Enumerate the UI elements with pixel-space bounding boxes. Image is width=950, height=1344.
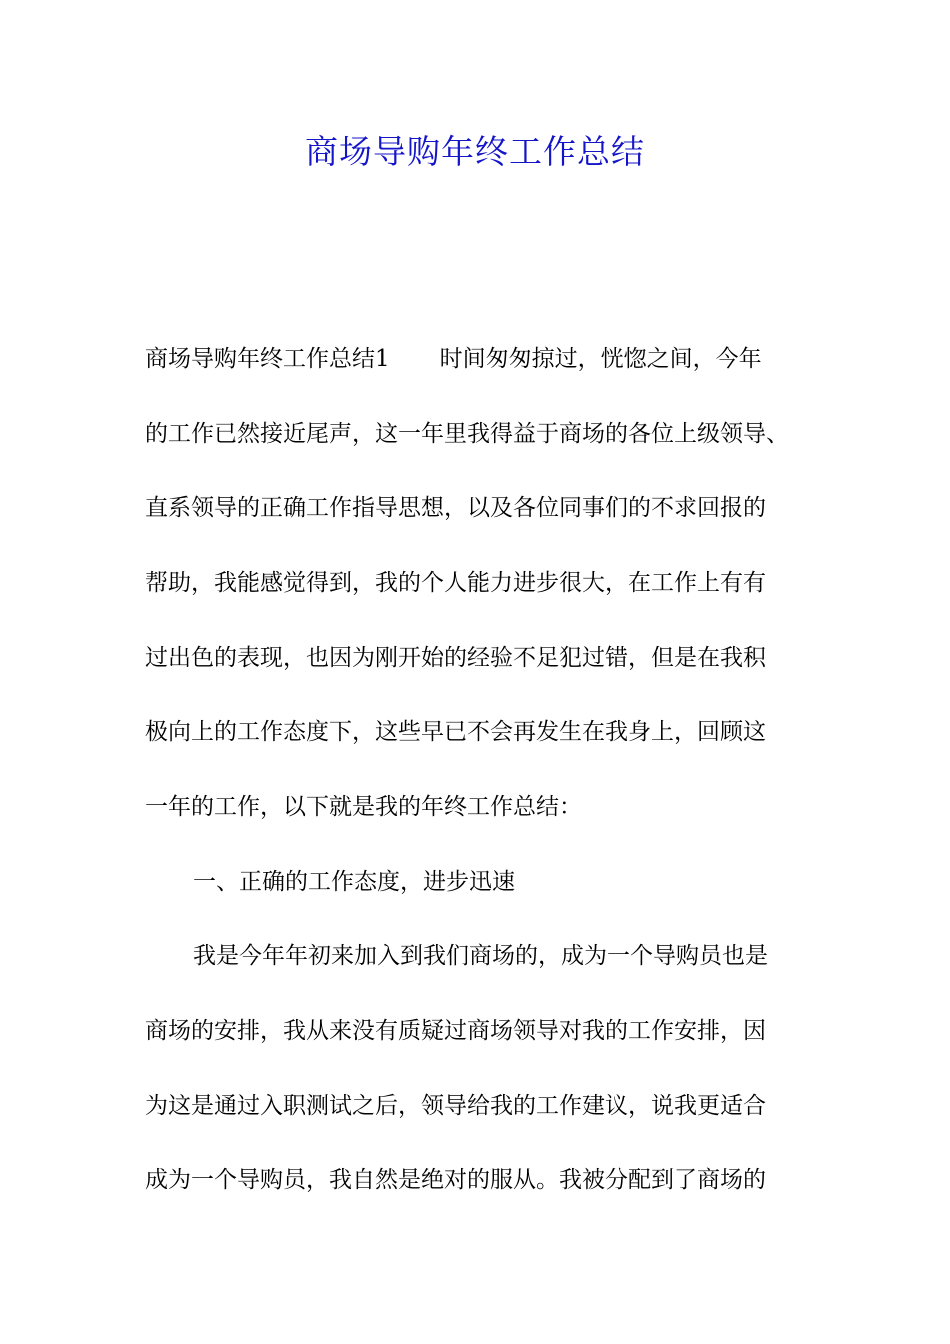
intro-text: 时间匆匆掠过，恍惚之间，今年 — [439, 346, 762, 372]
document-title: 商场导购年终工作总结 — [305, 132, 645, 171]
text-line: 一年的工作，以下就是我的年终工作总结： — [145, 794, 582, 820]
text-line: 的工作已然接近尾声，这一年里我得益于商场的各位上级领导、 — [145, 421, 789, 447]
text-line — [145, 342, 825, 376]
text-line: 极向上的工作态度下，这些早已不会再发生在我身上，回顾这 — [145, 719, 766, 745]
text-line: 为这是通过入职测试之后，领导给我的工作建议，说我更适合 — [145, 1093, 766, 1119]
text-line: 商场的安排，我从来没有质疑过商场领导对我的工作安排，因 — [145, 1018, 766, 1044]
section-heading: 一、正确的工作态度，进步迅速 — [193, 869, 515, 895]
text-line: 帮助，我能感觉得到，我的个人能力进步很大，在工作上有有 — [145, 570, 766, 596]
text-line: 直系领导的正确工作指导思想，以及各位同事们的不求回报的 — [145, 495, 766, 521]
text-line: 过出色的表现，也因为刚开始的经验不足犯过错，但是在我积 — [145, 645, 766, 671]
text-line: 成为一个导购员，我自然是绝对的服从。我被分配到了商场的 — [145, 1167, 766, 1193]
text-line: 我是今年年初来加入到我们商场的，成为一个导购员也是 — [193, 943, 768, 969]
intro-heading: 商场导购年终工作总结1 — [145, 346, 390, 372]
